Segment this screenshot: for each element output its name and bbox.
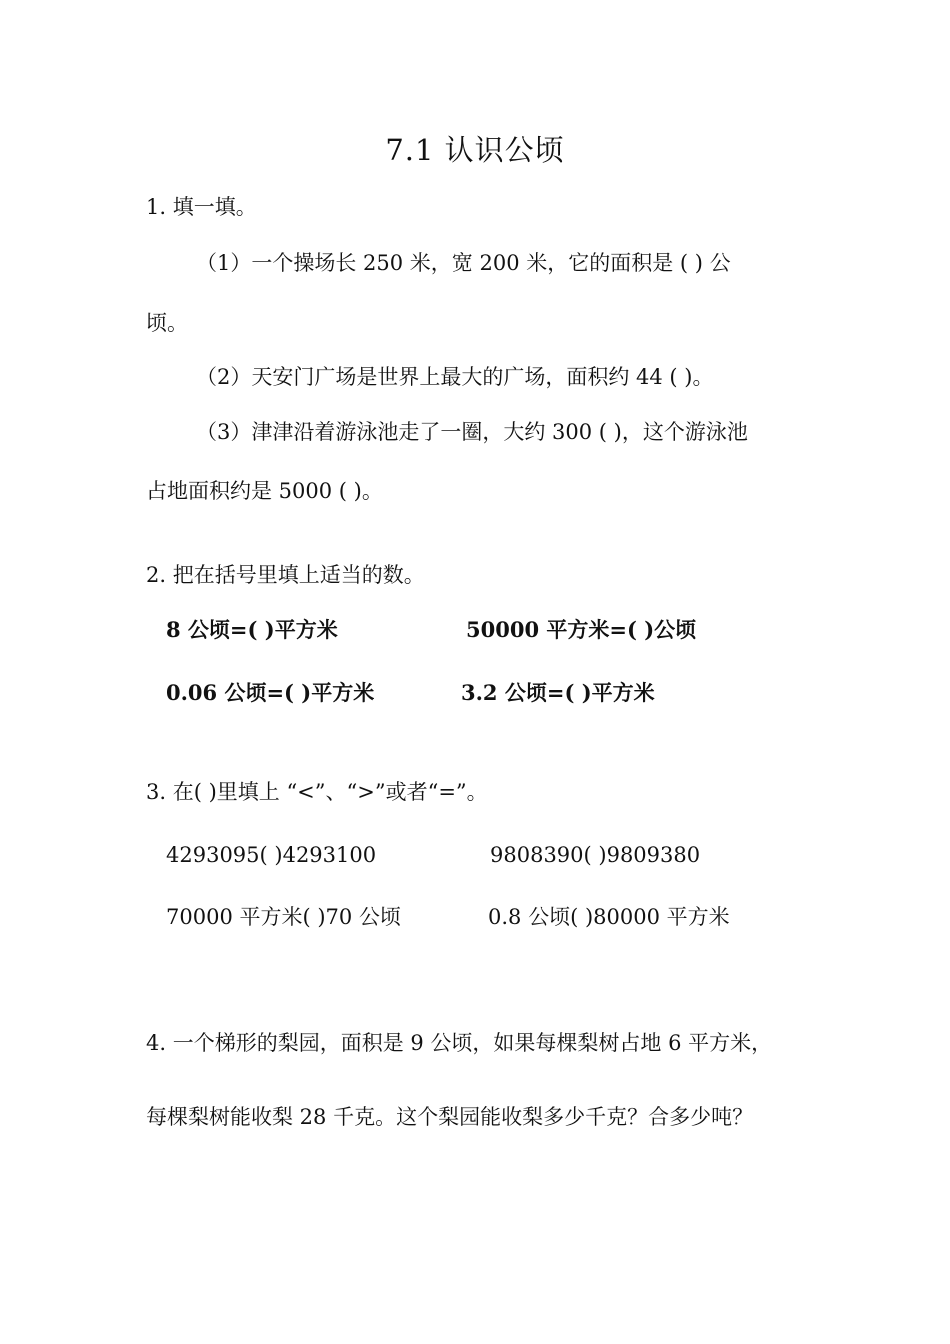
- q3-row1-left: 4293095( )4293100: [166, 843, 377, 867]
- q3-row2-left: 70000 平方米( )70 公顷: [166, 905, 401, 929]
- q1-item3-line1: （3）津津沿着游泳池走了一圈，大约 300 ( )，这个游泳池: [196, 420, 748, 444]
- q2-heading: 2. 把在括号里填上适当的数。: [146, 563, 425, 587]
- q2-row2-right: 3.2 公顷=( )平方米: [461, 680, 655, 705]
- q1-item1-line2: 顷。: [146, 311, 188, 335]
- q1-item2: （2）天安门广场是世界上最大的广场，面积约 44 ( )。: [196, 365, 714, 389]
- q2-row1-right: 50000 平方米=( )公顷: [466, 617, 697, 642]
- q3-row2-right: 0.8 公顷( )80000 平方米: [488, 905, 730, 929]
- q2-row1-left: 8 公顷=( )平方米: [166, 617, 338, 642]
- page-title: 7.1 认识公顷: [385, 133, 565, 167]
- q1-item1-line1: （1）一个操场长 250 米，宽 200 米，它的面积是 ( ) 公: [196, 251, 731, 275]
- q4-line2: 每棵梨树能收梨 28 千克。这个梨园能收梨多少千克？合多少吨？: [146, 1105, 754, 1129]
- q3-row1-right: 9808390( )9809380: [490, 843, 701, 867]
- q2-row2-left: 0.06 公顷=( )平方米: [166, 680, 375, 705]
- q1-heading: 1. 填一填。: [146, 195, 257, 219]
- q1-item3-line2: 占地面积约是 5000 ( )。: [146, 479, 383, 503]
- q3-heading: 3. 在( )里填上 “<”、“>”或者“=”。: [146, 780, 488, 804]
- q4-line1: 4. 一个梯形的梨园，面积是 9 公顷，如果每棵梨树占地 6 平方米，: [146, 1031, 773, 1055]
